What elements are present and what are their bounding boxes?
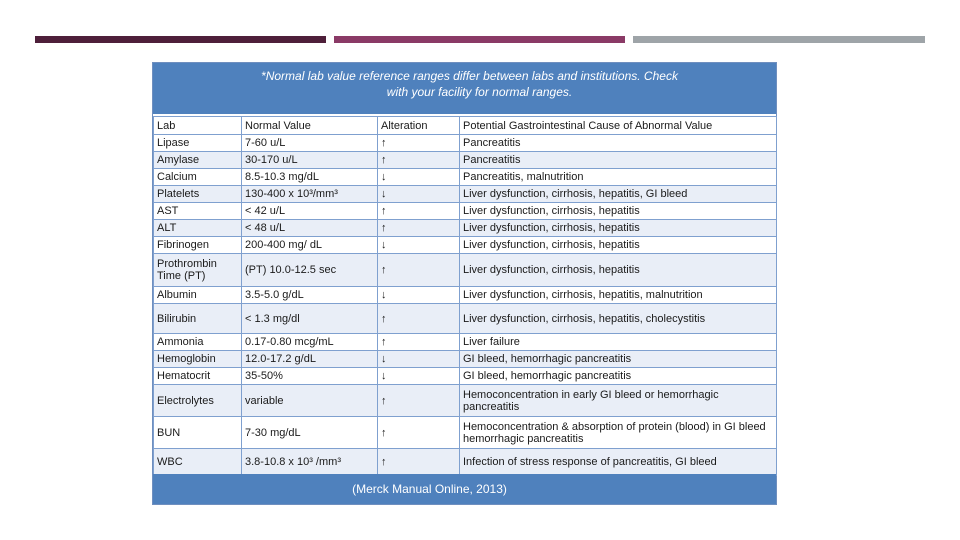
cell-normal-value: < 48 u/L [242,220,378,237]
cell-lab: Lipase [154,135,242,152]
cell-normal-value: 3.5-5.0 g/dL [242,287,378,304]
table-row [154,385,777,417]
cell-alteration: ↑ [378,385,460,417]
cell-potential-cause: Liver dysfunction, cirrhosis, hepatitis [460,254,777,287]
table-row [154,186,777,203]
table-row [154,220,777,237]
cell-alteration: ↑ [378,220,460,237]
cell-potential-cause: Liver dysfunction, cirrhosis, hepatitis [460,220,777,237]
cell-potential-cause: Hemoconcentration in early GI bleed or hemorrhagic pancreatitis [460,385,777,417]
cell-normal-value: 12.0-17.2 g/dL [242,351,378,368]
cell-lab: Platelets [154,186,242,203]
cell-alteration: ↑ [378,304,460,334]
reference-note-line-1: *Normal lab value reference ranges differ between labs and institutions. Check [261,69,678,83]
table-row [154,334,777,351]
cell-alteration: ↑ [378,334,460,351]
cell-alteration: ↓ [378,351,460,368]
cell-lab: Amylase [154,152,242,169]
cell-lab: Fibrinogen [154,237,242,254]
cell-normal-value: 35-50% [242,368,378,385]
cell-lab: Electrolytes [154,385,242,417]
cell-potential-cause: Liver dysfunction, cirrhosis, hepatitis [460,203,777,220]
cell-potential-cause: Liver failure [460,334,777,351]
cell-normal-value: 130-400 x 10³/mm³ [242,186,378,203]
cell-normal-value: 30-170 u/L [242,152,378,169]
cell-lab: Ammonia [154,334,242,351]
cell-alteration: ↓ [378,368,460,385]
cell-alteration: ↑ [378,135,460,152]
cell-lab: Hematocrit [154,368,242,385]
accent-bar-dark-plum [35,36,326,43]
cell-potential-cause: GI bleed, hemorrhagic pancreatitis [460,368,777,385]
reference-note-banner [153,63,776,114]
header-lab: Lab [154,117,242,135]
cell-alteration: ↑ [378,152,460,169]
cell-normal-value: 0.17-0.80 mcg/mL [242,334,378,351]
reference-note-line-2: with your facility for normal ranges. [386,85,573,99]
table-row [154,135,777,152]
cell-alteration: ↑ [378,449,460,476]
cell-potential-cause: Liver dysfunction, cirrhosis, hepatitis [460,237,777,254]
cell-potential-cause: GI bleed, hemorrhagic pancreatitis [460,351,777,368]
table-row [154,254,777,287]
table-row [154,237,777,254]
cell-potential-cause: Liver dysfunction, cirrhosis, hepatitis, GI bleed [460,186,777,203]
cell-normal-value: 3.8-10.8 x 10³ /mm³ [242,449,378,476]
cell-lab: ALT [154,220,242,237]
header-normal-value: Normal Value [242,117,378,135]
cell-potential-cause: Pancreatitis [460,135,777,152]
cell-lab: BUN [154,417,242,449]
citation-banner: (Merck Manual Online, 2013) [153,474,776,504]
cell-potential-cause: Infection of stress response of pancreatitis, GI bleed [460,449,777,476]
cell-alteration: ↓ [378,237,460,254]
cell-alteration: ↑ [378,254,460,287]
accent-bar-magenta [334,36,625,43]
lab-values-table [153,116,777,476]
table-row [154,351,777,368]
cell-alteration: ↑ [378,203,460,220]
cell-alteration: ↓ [378,169,460,186]
table-row [154,169,777,186]
table-row [154,152,777,169]
cell-lab: Albumin [154,287,242,304]
cell-alteration: ↓ [378,186,460,203]
cell-normal-value: < 42 u/L [242,203,378,220]
cell-normal-value: 8.5-10.3 mg/dL [242,169,378,186]
table-header-row [154,117,777,135]
cell-potential-cause: Liver dysfunction, cirrhosis, hepatitis, malnutrition [460,287,777,304]
cell-potential-cause: Pancreatitis [460,152,777,169]
table-row [154,449,777,476]
header-alteration: Alteration [378,117,460,135]
cell-normal-value: 200-400 mg/ dL [242,237,378,254]
cell-normal-value: < 1.3 mg/dl [242,304,378,334]
table-row [154,304,777,334]
cell-lab: Calcium [154,169,242,186]
table-row [154,417,777,449]
cell-potential-cause: Pancreatitis, malnutrition [460,169,777,186]
cell-lab: AST [154,203,242,220]
cell-potential-cause: Liver dysfunction, cirrhosis, hepatitis, cholecystitis [460,304,777,334]
table-row [154,287,777,304]
cell-lab: WBC [154,449,242,476]
cell-alteration: ↓ [378,287,460,304]
cell-normal-value: 7-30 mg/dL [242,417,378,449]
header-potential-cause: Potential Gastrointestinal Cause of Abnormal Value [460,117,777,135]
cell-normal-value: (PT) 10.0-12.5 sec [242,254,378,287]
cell-alteration: ↑ [378,417,460,449]
table-row [154,203,777,220]
cell-lab: Hemoglobin [154,351,242,368]
cell-normal-value: variable [242,385,378,417]
cell-lab: Prothrombin Time (PT) [154,254,242,287]
lab-values-figure [152,62,777,505]
cell-potential-cause: Hemoconcentration & absorption of protein (blood) in GI bleed hemorrhagic pancreatitis [460,417,777,449]
table-row [154,368,777,385]
accent-bar-gray [633,36,925,43]
cell-normal-value: 7-60 u/L [242,135,378,152]
cell-lab: Bilirubin [154,304,242,334]
